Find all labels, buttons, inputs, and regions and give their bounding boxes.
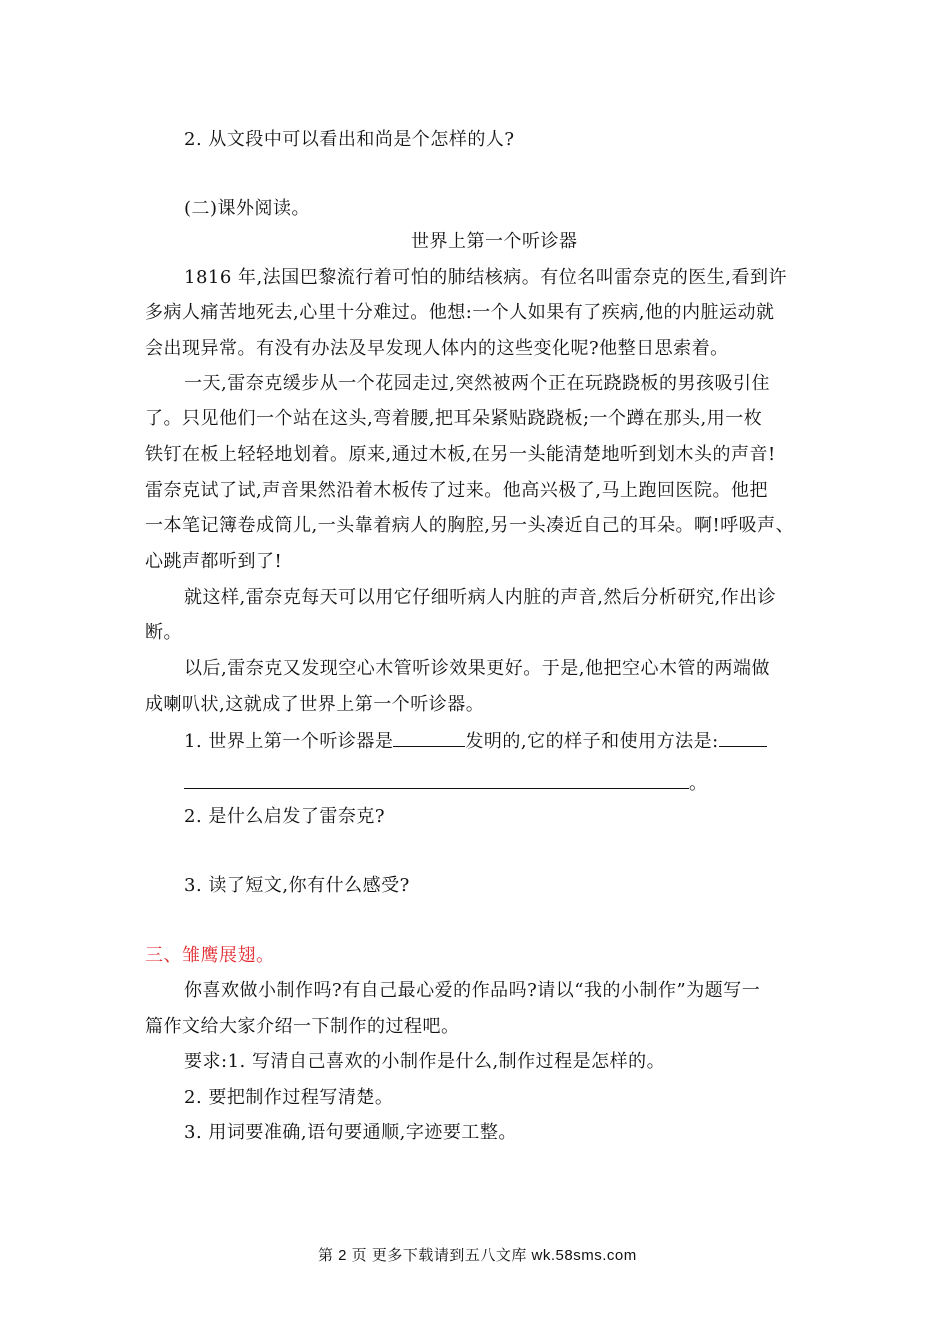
passage-line: 以后,雷奈克又发现空心木管听诊效果更好。于是,他把空心木管的两端做 (184, 658, 770, 679)
requirement-item: 要求:1. 写清自己喜欢的小制作是什么,制作过程是怎样的。 (184, 1051, 666, 1072)
passage-line: 雷奈克试了试,声音果然沿着木板传了过来。他高兴极了,马上跑回医院。他把 (145, 480, 768, 501)
passage-title: 世界上第一个听诊器 (411, 231, 578, 252)
question-1-text-b: 发明的,它的样子和使用方法是: (465, 731, 719, 752)
passage-line: 断。 (145, 622, 182, 643)
question-1-continuation (184, 770, 708, 796)
extracurricular-heading: (二)课外阅读。 (184, 198, 311, 219)
requirement-item: 2. 要把制作过程写清楚。 (184, 1087, 394, 1108)
essay-prompt-line: 你喜欢做小制作吗?有自己最心爱的作品吗?请以“我的小制作”为题写一 (184, 980, 761, 1001)
inventor-blank[interactable] (393, 728, 465, 747)
passage-line: 就这样,雷奈克每天可以用它仔细听病人内脏的声音,然后分析研究,作出诊 (184, 587, 777, 608)
description-blank-start[interactable] (719, 728, 767, 747)
question-2-monk: 2. 从文段中可以看出和尚是个怎样的人? (184, 129, 515, 150)
question-3: 3. 读了短文,你有什么感受? (184, 875, 410, 896)
page-footer: 第 2 页 更多下载请到五八文库 wk.58sms.com (318, 1247, 637, 1264)
question-1-end: 。 (689, 773, 708, 794)
passage-line: 铁钉在板上轻轻地划着。原来,通过木板,在另一头能清楚地听到划木头的声音! (145, 444, 776, 465)
passage-line: 一本笔记簿卷成筒儿,一头靠着病人的胸腔,另一头凑近自己的耳朵。啊!呼吸声、 (145, 515, 795, 536)
passage-line: 了。只见他们一个站在这头,弯着腰,把耳朵紧贴跷跷板;一个蹲在那头,用一枚 (145, 408, 763, 429)
section-three-heading: 三、雏鹰展翅。 (145, 945, 275, 966)
passage-line: 一天,雷奈克缓步从一个花园走过,突然被两个正在玩跷跷板的男孩吸引住 (184, 373, 770, 394)
passage-line: 心跳声都听到了! (145, 551, 283, 572)
passage-line: 1816 年,法国巴黎流行着可怕的肺结核病。有位名叫雷奈克的医生,看到许 (184, 267, 787, 288)
essay-prompt-line: 篇作文给大家介绍一下制作的过程吧。 (145, 1016, 460, 1037)
passage-line: 多病人痛苦地死去,心里十分难过。他想:一个人如果有了疾病,他的内脏运动就 (145, 302, 775, 323)
requirement-item: 3. 用词要准确,语句要通顺,字迹要工整。 (184, 1122, 517, 1143)
question-1 (184, 728, 767, 754)
question-2: 2. 是什么启发了雷奈克? (184, 806, 386, 827)
description-blank[interactable] (184, 770, 689, 789)
passage-line: 会出现异常。有没有办法及早发现人体内的这些变化呢?他整日思索着。 (145, 338, 729, 359)
question-1-text-a: 1. 世界上第一个听诊器是 (184, 731, 394, 752)
passage-line: 成喇叭状,这就成了世界上第一个听诊器。 (145, 694, 485, 715)
